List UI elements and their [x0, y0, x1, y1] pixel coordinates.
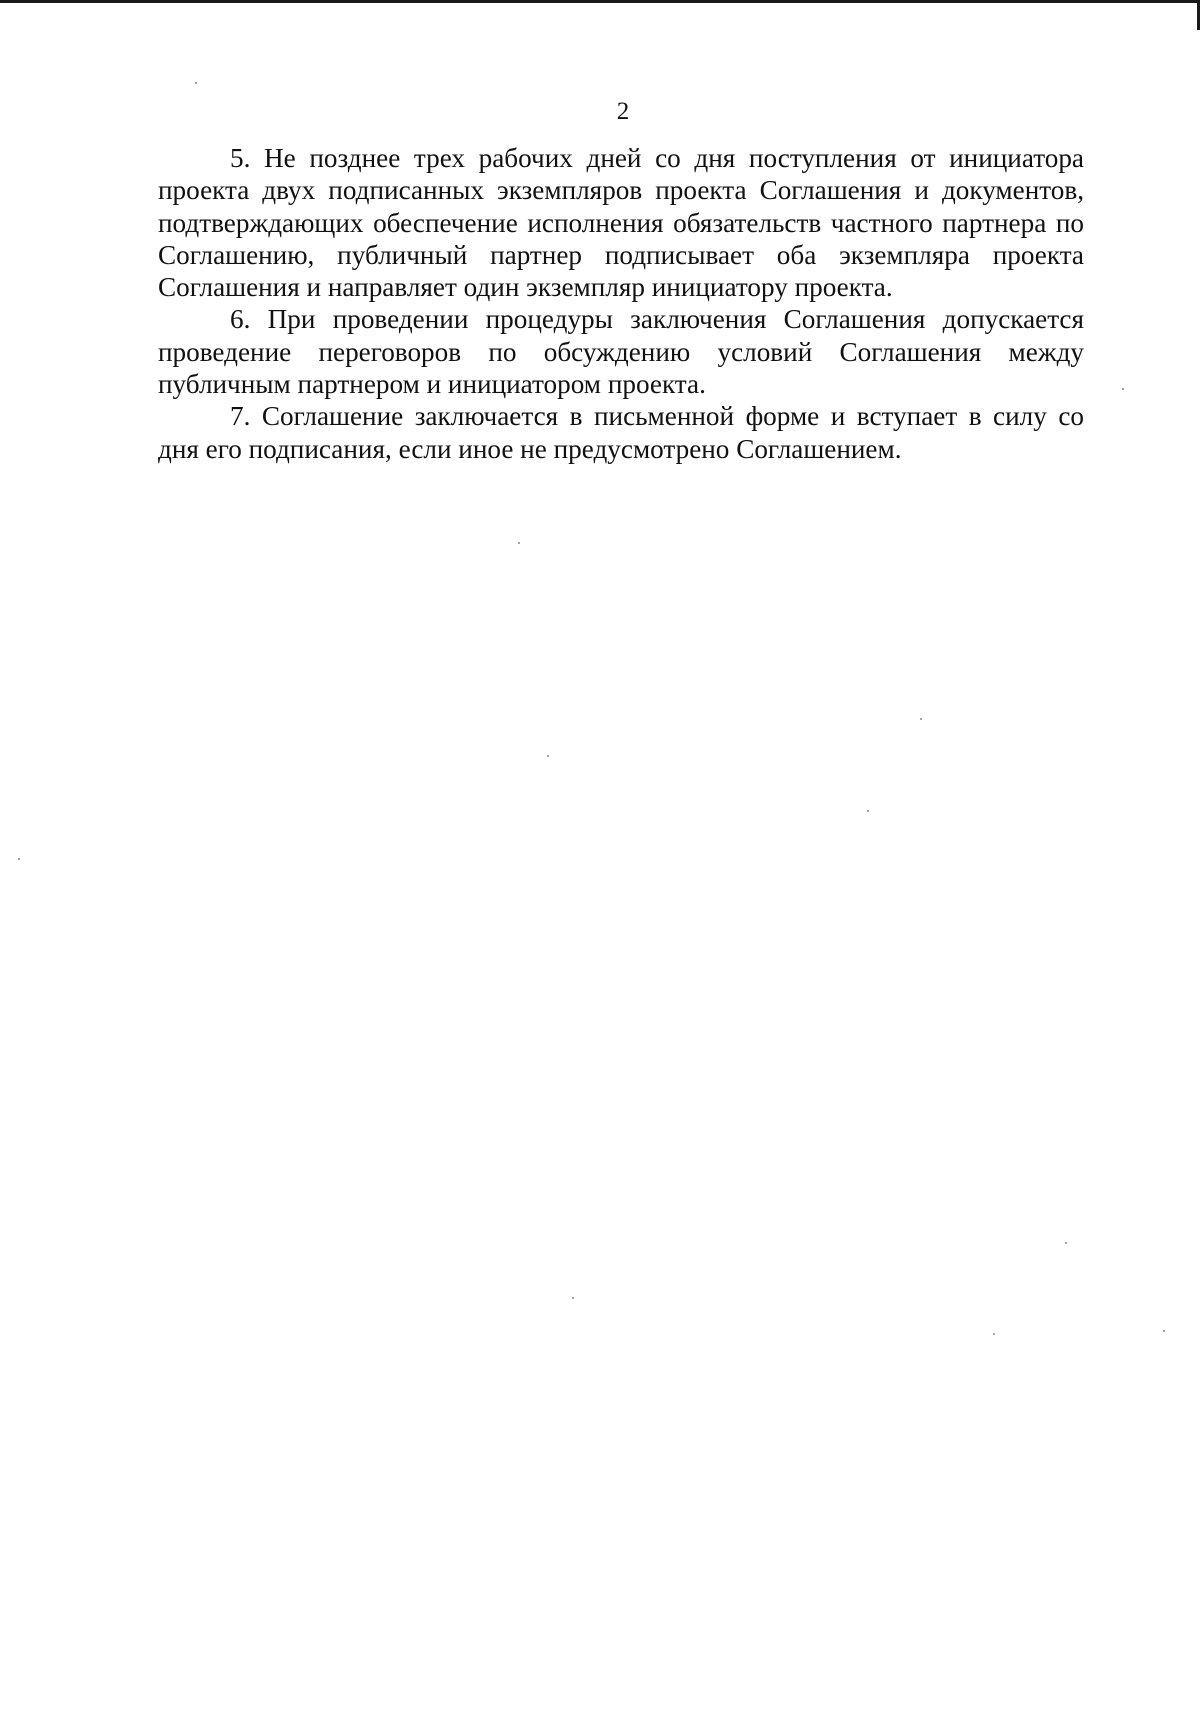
paragraph-6: 6. При проведении процедуры заключения Соглашения допускается проведение переговоров по обсуждению условий Соглашения между публичным партнером и инициатором проекта. — [158, 304, 1084, 400]
page-number: 2 — [616, 98, 630, 125]
scan-speck — [572, 1297, 574, 1299]
document-body — [158, 142, 1084, 465]
scan-speck — [993, 1333, 995, 1335]
scan-speck — [1163, 1330, 1165, 1332]
scan-edge-top — [0, 0, 1200, 3]
scan-speck — [1065, 1242, 1067, 1244]
paragraph-7: 7. Соглашение заключается в письменной форме и вступает в силу со дня его подписания, если иное не предусмотрено Соглашением. — [158, 401, 1084, 464]
scan-speck — [920, 718, 922, 720]
scan-speck — [867, 810, 869, 812]
scan-speck — [547, 755, 549, 757]
paragraph-5: 5. Не позднее трех рабочих дней со дня поступления от инициатора проекта двух подписанных экземпляров проекта Соглашения и документов, подтверждающих обеспечение исполнения обязательств частного партнера по Соглашению, публичный партнер подписывает оба экземпляра проекта Соглашения и направляет один экземпляр инициатору проекта. — [158, 143, 1084, 303]
scan-speck — [195, 82, 197, 84]
scan-speck — [518, 542, 520, 544]
scan-speck — [1122, 388, 1124, 390]
scan-speck — [18, 858, 20, 860]
